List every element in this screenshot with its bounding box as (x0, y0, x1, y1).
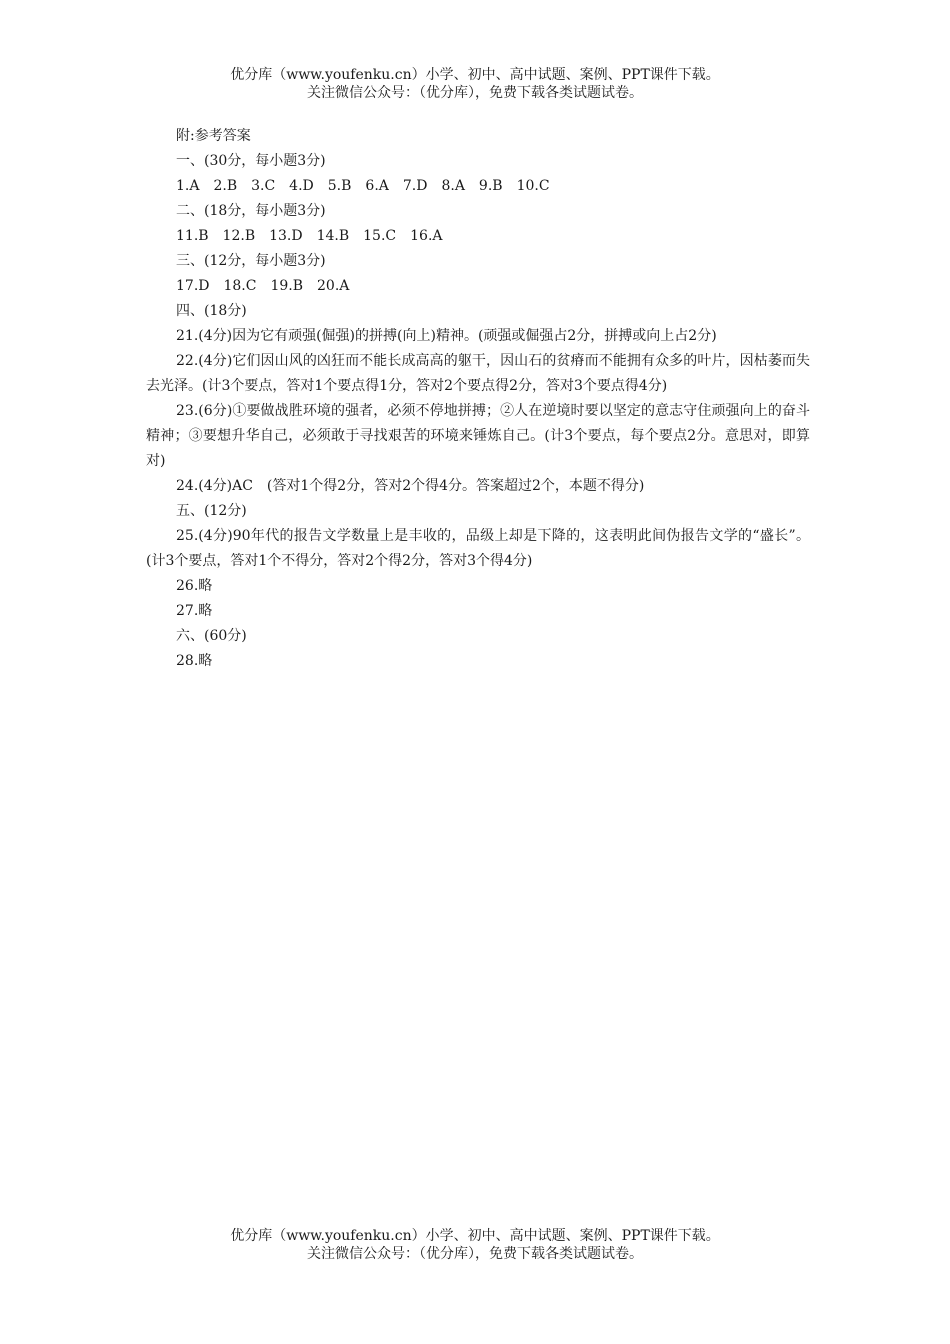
header-line-2: 关注微信公众号：（优分库），免费下载各类试题试卷。 (307, 85, 643, 101)
section-3-items: 17.D 18.C 19.B 20.A (176, 278, 350, 294)
answer-content (146, 124, 810, 674)
answer-27: 27.略 (176, 603, 213, 619)
section-3-heading: 三、(12分，每小题3分) (176, 253, 326, 269)
section-1-items: 1.A 2.B 3.C 4.D 5.B 6.A 7.D 8.A 9.B 10.C (176, 178, 550, 194)
answer-23: 23.(6分)①要做战胜环境的强者，必须不停地拼搏；②人在逆境时要以坚定的意志守住顽强向上的奋斗精神；③要想升华自己，必须敢于寻找艰苦的环境来锤炼自己。(计3个要点，每个要点2分。意思对，即算对) (146, 403, 810, 469)
section-4-heading: 四、(18分) (176, 303, 247, 319)
section-2-heading: 二、(18分，每小题3分) (176, 203, 326, 219)
answer-24: 24.(4分)AC (答对1个得2分，答对2个得4分。答案超过2个，本题不得分) (176, 478, 645, 494)
answer-21: 21.(4分)因为它有顽强(倔强)的拼搏(向上)精神。(顽强或倔强占2分，拼搏或向上占2分) (176, 328, 717, 344)
answer-26: 26.略 (176, 578, 213, 594)
answer-22: 22.(4分)它们因山风的凶狂而不能长成高高的躯干，因山石的贫瘠而不能拥有众多的叶片，因枯萎而失去光泽。(计3个要点，答对1个要点得1分，答对2个要点得2分，答对3个要点得4分) (146, 353, 810, 394)
answer-28: 28.略 (176, 653, 213, 669)
header-line-1: 优分库（www.youfenku.cn）小学、初中、高中试题、案例、PPT课件下载。 (230, 67, 720, 83)
answer-25: 25.(4分)90年代的报告文学数量上是丰收的，品级上却是下降的，这表明此间伪报告文学的“盛长”。(计3个要点，答对1个不得分，答对2个得2分，答对3个得4分) (146, 528, 810, 569)
page-footer (0, 1227, 950, 1263)
section-1-heading: 一、(30分，每小题3分) (176, 153, 326, 169)
page-header (0, 66, 950, 102)
answers-title: 附:参考答案 (176, 128, 251, 144)
section-2-items: 11.B 12.B 13.D 14.B 15.C 16.A (176, 228, 443, 244)
section-6-heading: 六、(60分) (176, 628, 247, 644)
footer-line-1: 优分库（www.youfenku.cn）小学、初中、高中试题、案例、PPT课件下载。 (230, 1228, 720, 1244)
footer-line-2: 关注微信公众号：（优分库），免费下载各类试题试卷。 (307, 1246, 643, 1262)
section-5-heading: 五、(12分) (176, 503, 247, 519)
